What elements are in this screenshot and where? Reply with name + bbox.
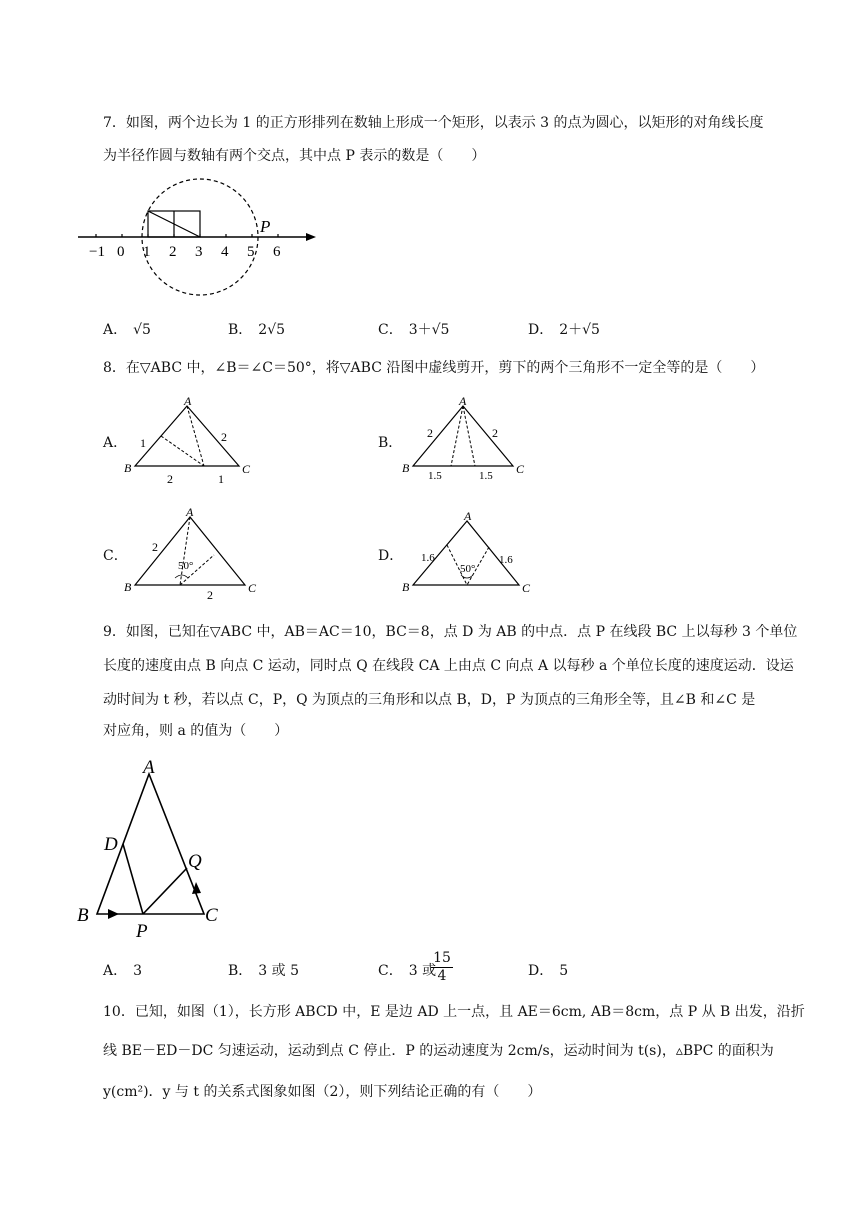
- q9-option-b[interactable]: [228, 961, 299, 981]
- angle-label: 50°: [460, 563, 476, 575]
- q8-option-d-figure: [395, 505, 535, 597]
- q9-option-c[interactable]: [378, 961, 436, 981]
- q7-text-line2: 为半径作圆与数轴有两个交点，其中点 P 表示的数是（ ）: [103, 148, 486, 164]
- point-label-d: D: [104, 834, 118, 855]
- q10-text-line1: 10．已知，如图（1），长方形 ABCD 中，E 是边 AD 上一点，且 AE＝6cm, AB＝8cm，点 P 从 B 出发，沿折: [103, 1004, 805, 1020]
- q9-text-line2: 长度的速度由点 B 向点 C 运动，同时点 Q 在线段 CA 上由点 C 向点 A 以每秒 a 个单位长度的速度运动．设运: [103, 658, 794, 674]
- vertex-label: B: [402, 580, 410, 594]
- option-text: 5: [559, 963, 569, 979]
- option-text: 2＋√5: [559, 322, 600, 338]
- option-letter: C．: [378, 322, 403, 338]
- vertex-label: B: [124, 580, 132, 594]
- length-label: 1.6: [421, 552, 435, 564]
- q9-option-c-fraction: [431, 950, 453, 985]
- length-label: 1.5: [428, 470, 442, 480]
- option-text: √5: [133, 322, 151, 338]
- length-label: 1.5: [479, 470, 493, 480]
- length-label: 2: [167, 472, 173, 486]
- length-label: 1: [140, 436, 146, 450]
- option-text: 2√5: [258, 322, 286, 338]
- vertex-label: C: [516, 462, 525, 476]
- option-letter: B．: [228, 322, 253, 338]
- fraction-numerator: 15: [431, 950, 453, 968]
- q9-option-a[interactable]: [103, 961, 142, 981]
- vertex-label: C: [242, 462, 251, 476]
- q8-option-b-letter[interactable]: B．: [378, 435, 403, 451]
- q9-text-line1: 9．如图，已知在▽ABC 中，AB＝AC＝10，BC＝8，点 D 为 AB 的中点．点 P 在线段 BC 上以每秒 3 个单位: [103, 624, 798, 640]
- option-text: 3＋√5: [408, 322, 450, 338]
- option-letter: C．: [378, 963, 403, 979]
- q7-tick-label: 4: [221, 244, 229, 260]
- q7-option-b[interactable]: [228, 320, 285, 340]
- option-letter: A．: [103, 963, 128, 979]
- q7-option-a[interactable]: [103, 320, 151, 340]
- q9-text-line3: 动时间为 t 秒，若以点 C，P，Q 为顶点的三角形和以点 B，D，P 为顶点的三角形全等，且∠B 和∠C 是: [103, 692, 756, 708]
- q7-text-line1: 7．如图，两个边长为 1 的正方形排列在数轴上形成一个矩形，以表示 3 的点为圆心，以矩形的对角线长度: [103, 115, 764, 131]
- option-letter: A．: [103, 322, 128, 338]
- q8-option-a-figure: [120, 395, 260, 490]
- angle-label: 50°: [178, 560, 194, 572]
- option-letter: D．: [528, 322, 554, 338]
- vertex-label-c: C: [205, 905, 218, 926]
- q7-point-p-label: P: [260, 217, 271, 236]
- q9-text-line4: 对应角，则 a 的值为（ ）: [103, 723, 289, 739]
- vertex-label-a: A: [143, 757, 155, 778]
- q7-tick-label: 2: [169, 244, 177, 260]
- q9-triangle-figure: [70, 752, 230, 942]
- q8-option-b-figure: [395, 395, 535, 480]
- option-text: 3 或: [408, 963, 437, 979]
- point-label-p: P: [136, 921, 148, 942]
- q7-tick-label: −1: [89, 244, 105, 260]
- q7-option-c[interactable]: [378, 320, 449, 340]
- fraction-denominator: 4: [437, 968, 447, 984]
- vertex-label: C: [248, 581, 257, 595]
- option-letter: D．: [528, 963, 554, 979]
- length-label: 2: [207, 588, 213, 602]
- vertex-label-b: B: [77, 905, 89, 926]
- q7-option-d[interactable]: [528, 320, 600, 340]
- vertex-label: B: [402, 461, 410, 475]
- length-label: 2: [152, 540, 158, 554]
- q10-text-line2: 线 BE－ED－DC 匀速运动，运动到点 C 停止．P 的运动速度为 2cm/s，运动时间为 t(s)，▵BPC 的面积为: [103, 1043, 774, 1059]
- length-label: 1: [218, 472, 224, 486]
- vertex-label: C: [522, 581, 531, 595]
- point-label-q: Q: [188, 851, 202, 872]
- q8-option-c-letter[interactable]: C．: [103, 548, 128, 564]
- vertex-label: A: [459, 395, 467, 408]
- vertex-label: A: [186, 505, 194, 519]
- q9-option-d[interactable]: [528, 961, 568, 981]
- q7-number-line-figure: [70, 172, 320, 304]
- q7-tick-label: 5: [247, 244, 255, 260]
- option-text: 3: [133, 963, 143, 979]
- vertex-label: A: [184, 395, 192, 408]
- q8-option-a-letter[interactable]: A．: [103, 435, 128, 451]
- length-label: 2: [221, 430, 227, 444]
- option-text: 3 或 5: [258, 963, 300, 979]
- q8-text-line1: 8．在▽ABC 中，∠B＝∠C＝50°，将▽ABC 沿图中虚线剪开，剪下的两个三角形不一定全等的是（ ）: [103, 360, 765, 376]
- q8-option-d-letter[interactable]: D．: [378, 548, 404, 564]
- option-letter: B．: [228, 963, 253, 979]
- length-label: 2: [492, 426, 498, 440]
- vertex-label: B: [124, 461, 132, 475]
- vertex-label: A: [464, 509, 472, 523]
- q7-tick-label: 6: [273, 244, 281, 260]
- length-label: 2: [427, 426, 433, 440]
- q7-tick-label: 3: [195, 244, 203, 260]
- q10-text-line3: y(cm²)．y 与 t 的关系式图象如图（2），则下列结论正确的有（ ）: [103, 1084, 542, 1100]
- q7-tick-label: 1: [143, 244, 151, 260]
- q8-option-c-figure: [120, 505, 260, 603]
- length-label: 1.6: [499, 554, 513, 566]
- q7-tick-label: 0: [117, 244, 125, 260]
